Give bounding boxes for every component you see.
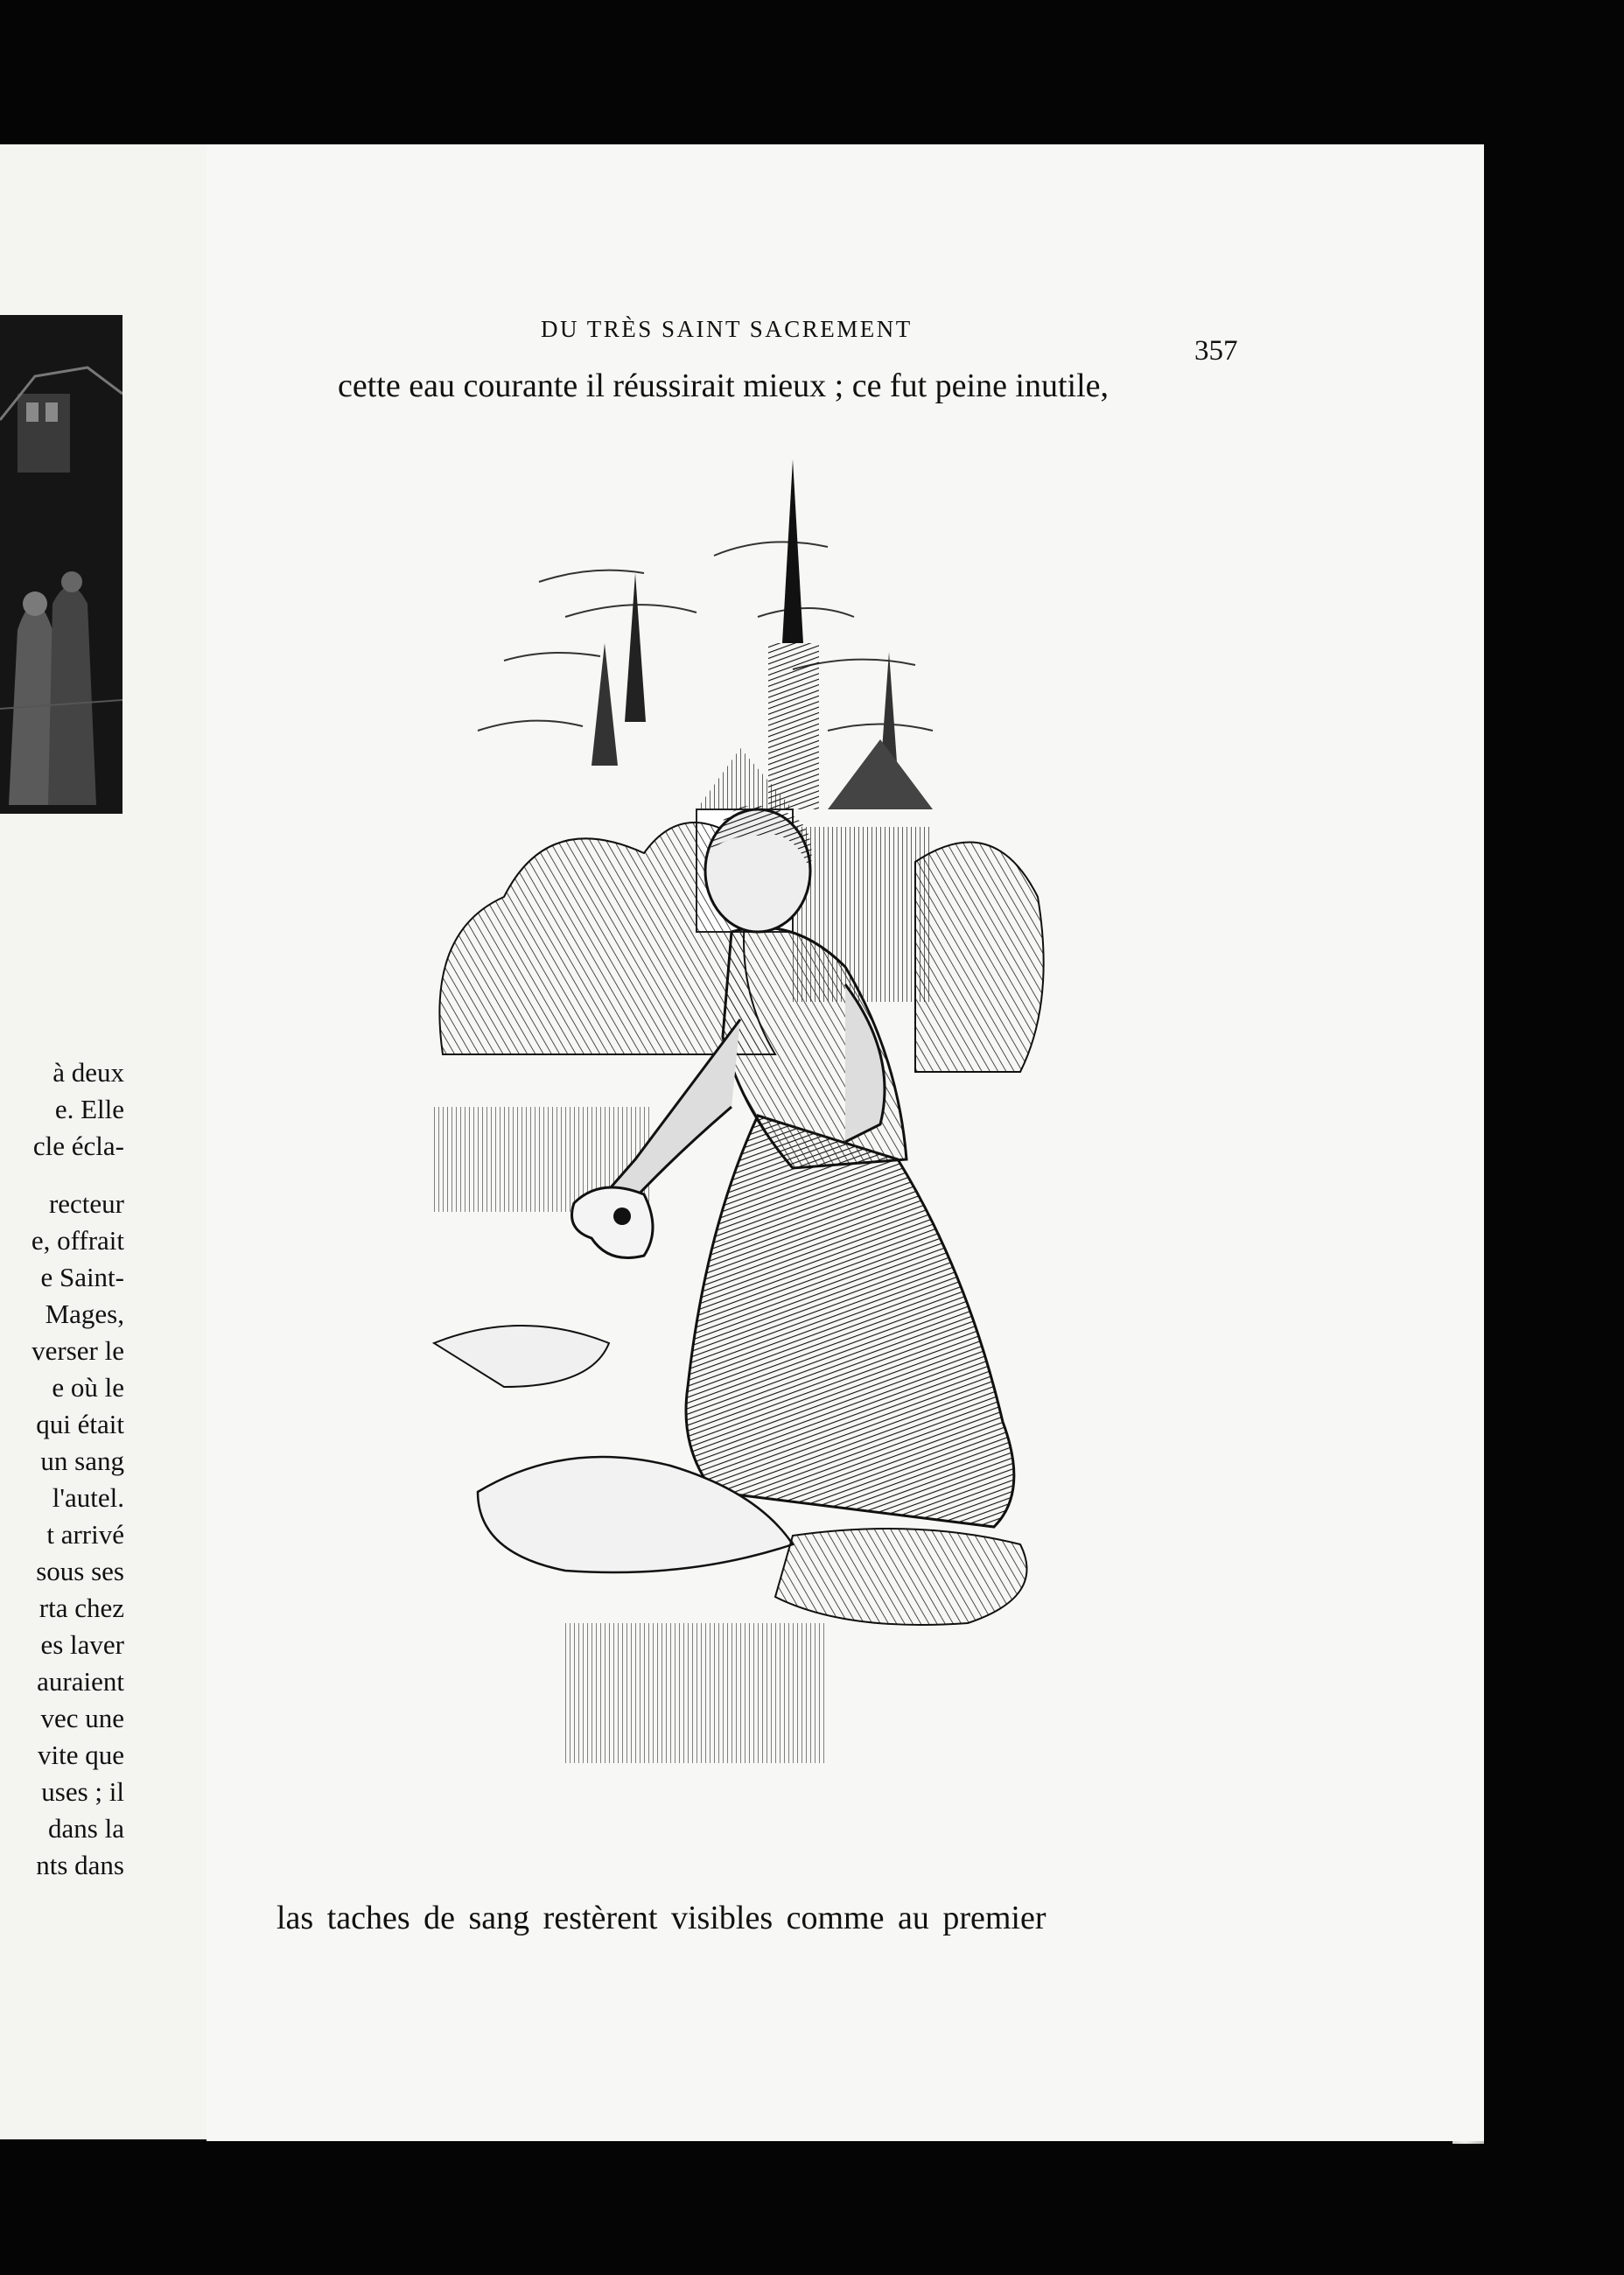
right-page xyxy=(206,144,1484,2141)
left-line: e, offrait xyxy=(31,1225,124,1256)
left-line: qui était xyxy=(36,1409,124,1439)
engraving-woman-washing-cloth xyxy=(303,442,1222,1851)
left-line: e où le xyxy=(52,1372,124,1403)
left-line: dans la xyxy=(48,1813,124,1844)
left-line: es laver xyxy=(40,1629,124,1660)
left-page xyxy=(0,144,236,2139)
left-line: Mages, xyxy=(45,1298,124,1329)
left-line: e. Elle xyxy=(54,1094,124,1124)
left-line: l'autel. xyxy=(52,1482,124,1513)
left-line: vite que xyxy=(38,1740,124,1770)
left-line: un sang xyxy=(40,1446,124,1476)
left-line: nts dans xyxy=(36,1850,124,1880)
left-page-text xyxy=(0,1054,124,1884)
left-line: sous ses xyxy=(36,1556,124,1586)
left-line: e Saint- xyxy=(40,1262,124,1292)
left-line: uses ; il xyxy=(41,1776,124,1807)
running-head: DU TRÈS SAINT SACREMENT xyxy=(541,316,913,342)
left-line: t arrivé xyxy=(46,1519,124,1550)
page-number: 357 xyxy=(1194,335,1238,367)
text-line-top: cette eau courante il réussirait mieux ; ce fut peine inutile, xyxy=(338,368,1110,404)
left-line: rta chez xyxy=(38,1592,124,1623)
left-line: recteur xyxy=(48,1188,124,1219)
left-line: vec une xyxy=(40,1703,124,1733)
left-engraving xyxy=(0,315,122,814)
text-line-bottom: las taches de sang restèrent visibles comme au premier xyxy=(276,1900,1046,1936)
left-line: verser le xyxy=(32,1335,124,1366)
paragraph-gap xyxy=(0,1165,124,1186)
left-line: auraient xyxy=(37,1666,124,1697)
left-line: cle écla- xyxy=(32,1130,124,1161)
left-line: à deux xyxy=(52,1057,124,1088)
